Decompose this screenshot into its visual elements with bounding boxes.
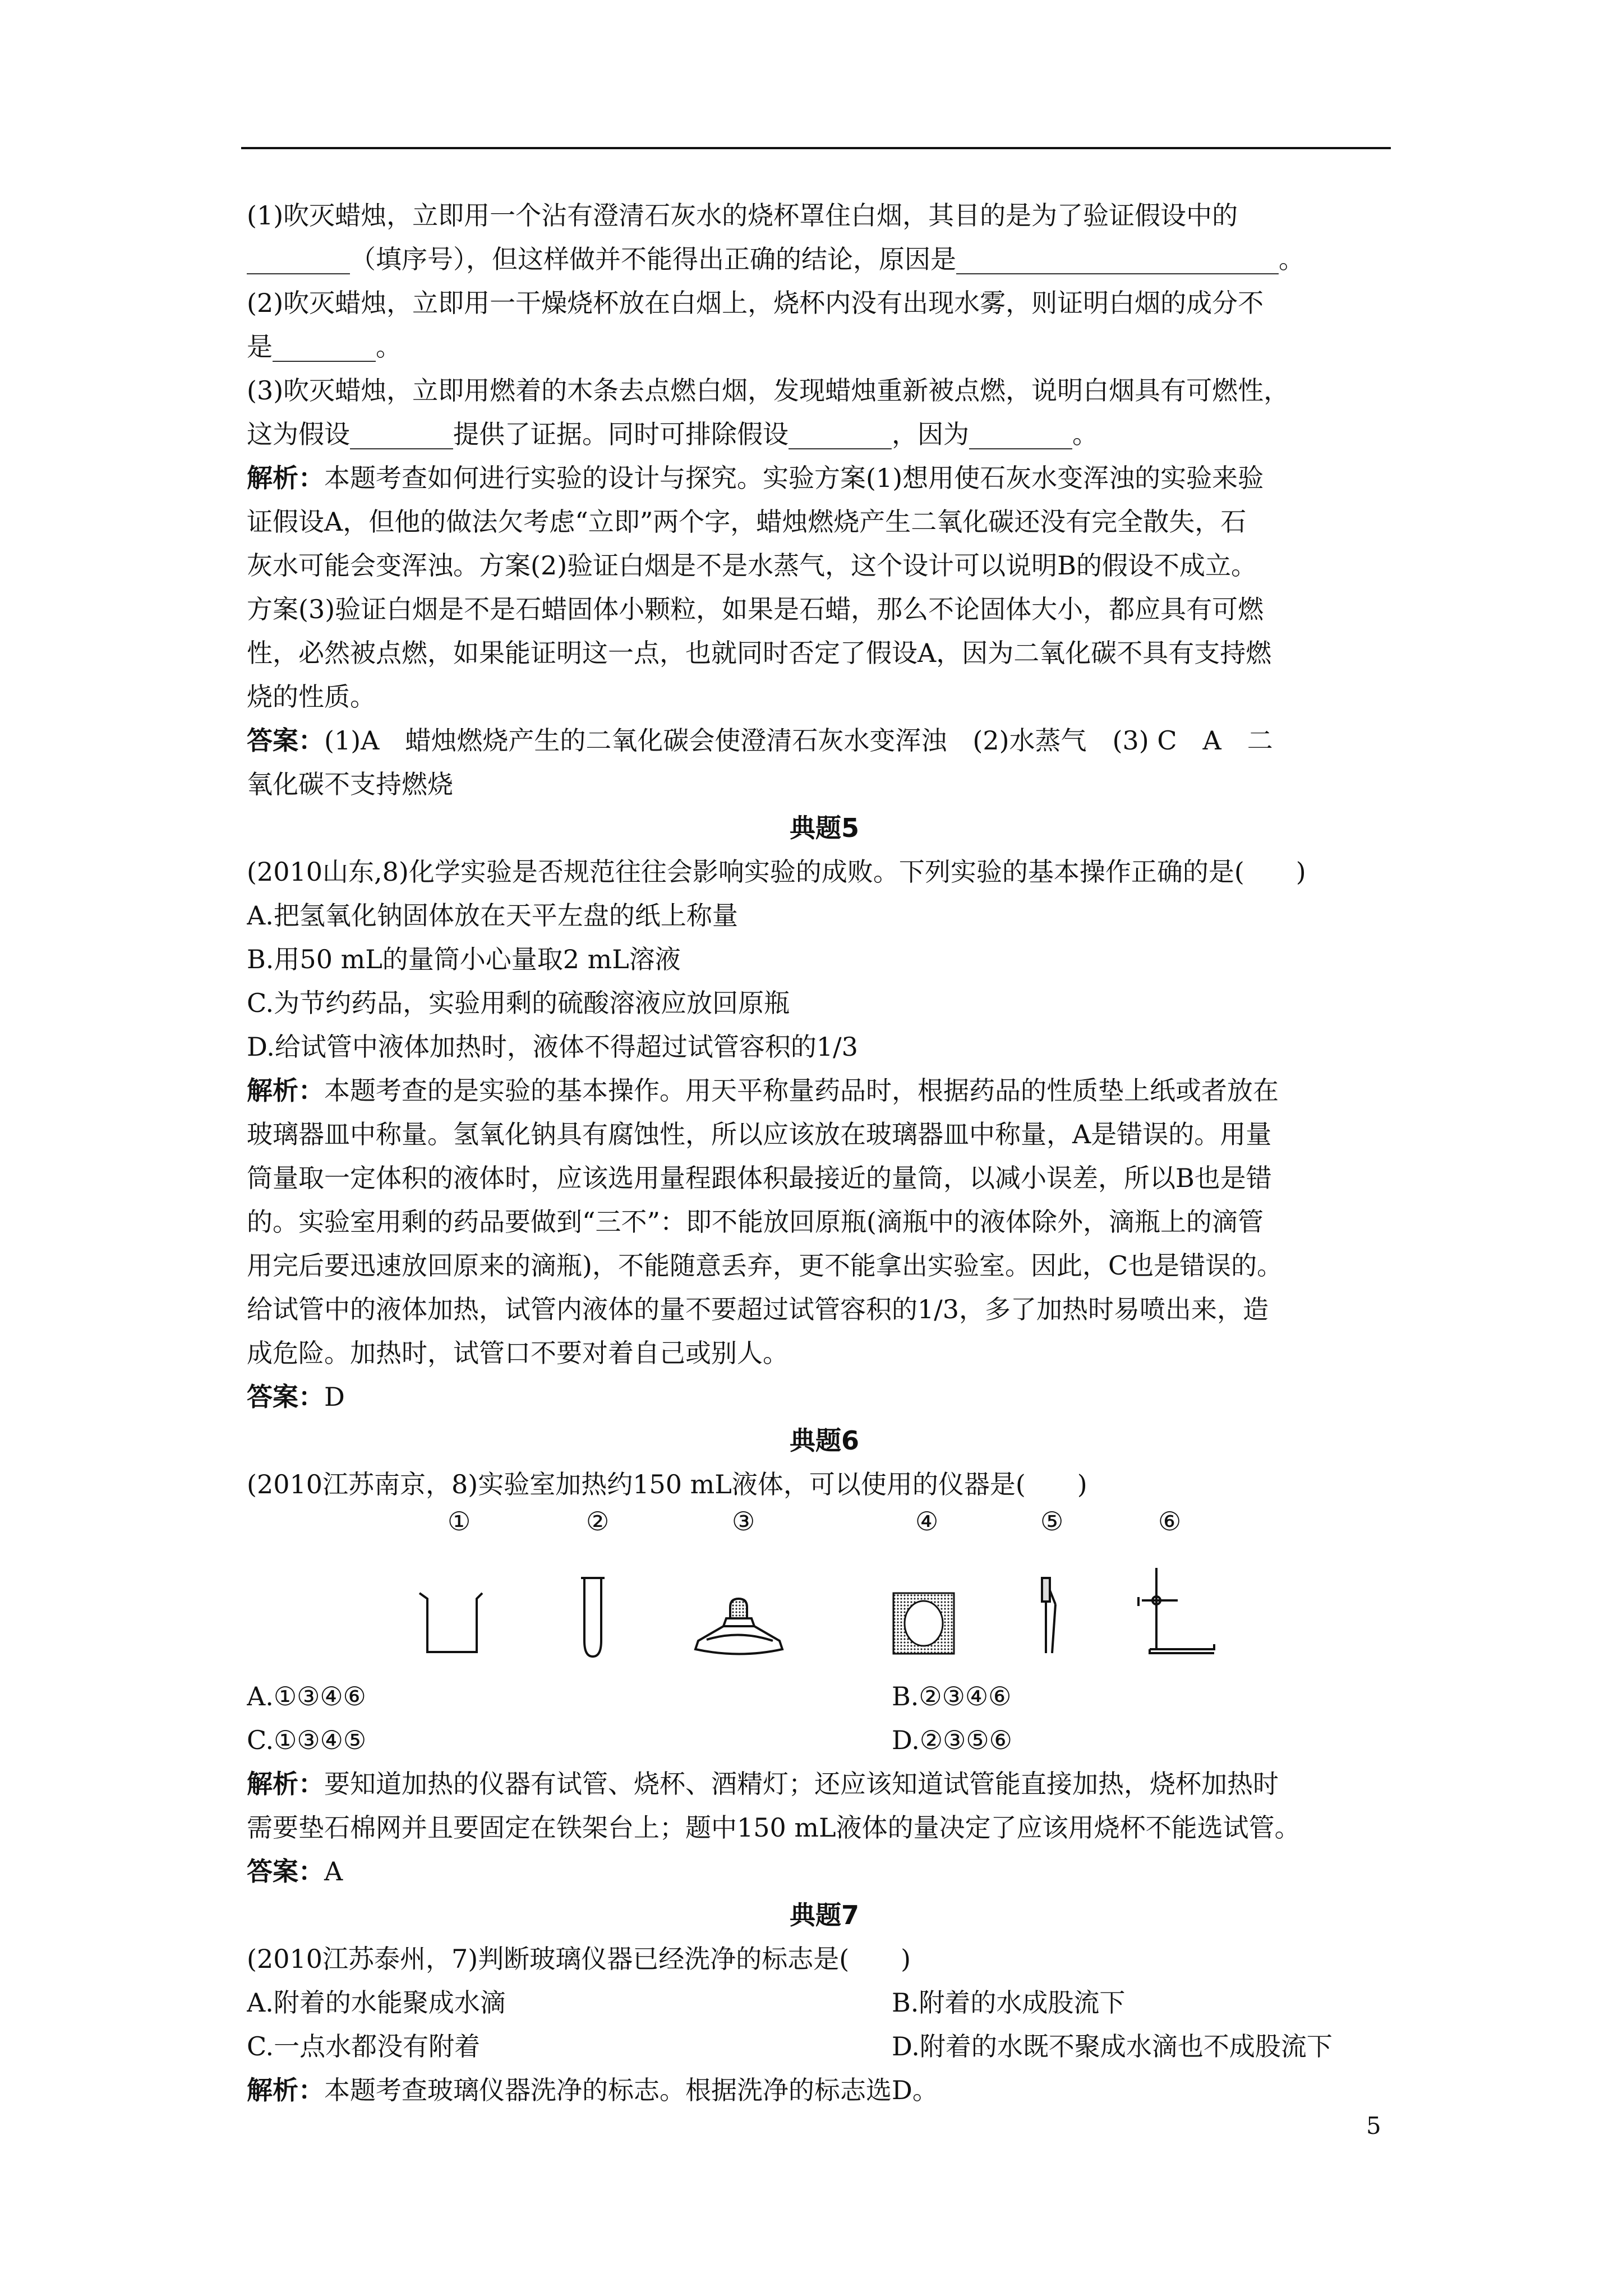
alcohol-lamp-icon: [695, 1599, 782, 1654]
analysis-text: 本题考查玻璃仪器洗净的标志。根据洗净的标志选D。: [324, 2075, 938, 2105]
q6-answer: [247, 1849, 1402, 1893]
q7-option-b: B.附着的水成股流下: [892, 1987, 1126, 2018]
header-rule: [241, 147, 1391, 149]
page-content: [247, 194, 1402, 2112]
q7-stem: (2010江苏泰州，7)判断玻璃仪器已经洗净的标志是( ): [247, 1944, 911, 1974]
q4-answer-1: [247, 719, 1402, 762]
analysis-text: 要知道加热的仪器有试管、烧杯、酒精灯；还应该知道试管能直接加热，烧杯加热时: [324, 1769, 1279, 1799]
q4-analysis-2: 证假设A，但他的做法欠考虑“立即”两个字，蜡烛燃烧产生二氧化碳还没有完全散失，石: [247, 507, 1247, 537]
apparatus-figure: [247, 1506, 1402, 1674]
analysis-label: 解析：: [247, 463, 324, 493]
analysis-label: 解析：: [247, 1075, 324, 1106]
q5-stem: (2010山东,8)化学实验是否规范往往会影响实验的成败。下列实验的基本操作正确的是( ): [247, 857, 1306, 887]
q5-answer: [247, 1375, 1402, 1419]
answer-label: 答案：: [247, 1382, 324, 1412]
q5-analysis-7: 成危险。加热时，试管口不要对着自己或别人。: [247, 1338, 789, 1368]
q5-analysis-4: 的。实验室用剩的药品要做到“三不”：即不能放回原瓶(滴瓶中的液体除外，滴瓶上的滴管: [247, 1207, 1264, 1237]
answer-text: A: [324, 1856, 343, 1887]
q5-title: 典题5: [789, 813, 859, 843]
figure-label-5: ⑤: [1040, 1506, 1064, 1536]
q6-analysis-1: [247, 1762, 1402, 1806]
q4-line-3: (2)吹灭蜡烛，立即用一干燥烧杯放在白烟上，烧杯内没有出现水雾，则证明白烟的成分不: [247, 288, 1264, 318]
figure-label-2: ②: [586, 1506, 610, 1536]
q4-line-2: ________（填序号），但这样做并不能得出正确的结论，原因是_________________________。: [247, 244, 1304, 274]
q4-line-6: 这为假设________提供了证据。同时可排除假设________，因为________。: [247, 419, 1098, 449]
q5-analysis-6: 给试管中的液体加热，试管内液体的量不要超过试管容积的1/3，多了加热时易喷出来，造: [247, 1294, 1269, 1324]
page-number: 5: [1366, 2112, 1381, 2139]
q7-option-a: A.附着的水能聚成水滴: [247, 1987, 506, 2018]
q5-option-a: A.把氢氧化钠固体放在天平左盘的纸上称量: [247, 900, 738, 931]
answer-label: 答案：: [247, 1856, 324, 1887]
q7-title: 典题7: [789, 1900, 859, 1930]
q5-analysis-1: [247, 1069, 1402, 1112]
q7-options-row-2: [247, 2024, 1402, 2068]
q6-options-row-2: [247, 1718, 1402, 1762]
q5-option-c: C.为节约药品，实验用剩的硫酸溶液应放回原瓶: [247, 988, 790, 1018]
q6-stem: (2010江苏南京，8)实验室加热约150 mL液体，可以使用的仪器是( ): [247, 1469, 1087, 1499]
analysis-text: 本题考查如何进行实验的设计与探究。实验方案(1)想用使石灰水变浑浊的实验来验: [324, 463, 1264, 493]
q5-analysis-2: 玻璃器皿中称量。氢氧化钠具有腐蚀性，所以应该放在玻璃器皿中称量，A是错误的。用量: [247, 1119, 1272, 1149]
q7-analysis-1: [247, 2068, 1402, 2112]
q4-line-1: (1)吹灭蜡烛，立即用一个沾有澄清石灰水的烧杯罩住白烟，其目的是为了验证假设中的: [247, 200, 1238, 231]
apparatus-drawings: [247, 1506, 1368, 1674]
q6-option-b: B.②③④⑥: [892, 1681, 1012, 1711]
q6-option-c: C.①③④⑤: [247, 1725, 367, 1755]
q6-option-d: D.②③⑤⑥: [892, 1725, 1012, 1755]
q4-line-4: 是________。: [247, 332, 402, 362]
test-tube-clamp-icon: [1042, 1578, 1055, 1653]
q4-analysis-1: [247, 456, 1402, 500]
q6-title: 典题6: [789, 1425, 859, 1456]
q4-line-5: (3)吹灭蜡烛，立即用燃着的木条去点燃白烟，发现蜡烛重新被点燃，说明白烟具有可燃性，: [247, 375, 1290, 406]
beaker-icon: [419, 1593, 482, 1652]
q5-option-b: B.用50 mL的量筒小心量取2 mL溶液: [247, 944, 681, 974]
asbestos-gauze-icon: [893, 1593, 954, 1654]
figure-label-4: ④: [915, 1506, 939, 1536]
q6-analysis-2: 需要垫石棉网并且要固定在铁架台上；题中150 mL液体的量决定了应该用烧杯不能选试管。: [247, 1812, 1301, 1843]
q5-option-d: D.给试管中液体加热时，液体不得超过试管容积的1/3: [247, 1032, 858, 1062]
q6-option-a: A.①③④⑥: [247, 1681, 366, 1711]
answer-text: D: [324, 1382, 345, 1412]
figure-label-6: ⑥: [1158, 1506, 1182, 1536]
q6-options-row-1: [247, 1674, 1402, 1718]
test-tube-icon: [581, 1578, 605, 1657]
analysis-label: 解析：: [247, 2075, 324, 2105]
q7-option-d: D.附着的水既不聚成水滴也不成股流下: [892, 2031, 1332, 2062]
q5-analysis-5: 用完后要迅速放回原来的滴瓶)，不能随意丢弃，更不能拿出实验室。因此，C也是错误的。: [247, 1250, 1283, 1281]
iron-stand-icon: [1138, 1568, 1214, 1653]
answer-text: (1)A 蜡烛燃烧产生的二氧化碳会使澄清石灰水变浑浊 (2)水蒸气 (3) C A 二: [324, 725, 1273, 756]
q4-analysis-6: 烧的性质。: [247, 682, 376, 712]
answer-label: 答案：: [247, 725, 324, 756]
q7-options-row-1: [247, 1981, 1402, 2024]
q5-analysis-3: 筒量取一定体积的液体时，应该选用量程跟体积最接近的量筒，以减小误差，所以B也是错: [247, 1163, 1272, 1193]
figure-label-3: ③: [732, 1506, 755, 1536]
analysis-text: 本题考查的是实验的基本操作。用天平称量药品时，根据药品的性质垫上纸或者放在: [324, 1075, 1279, 1106]
q4-analysis-3: 灰水可能会变浑浊。方案(2)验证白烟是不是水蒸气，这个设计可以说明B的假设不成立。: [247, 550, 1257, 581]
q4-answer-2: 氧化碳不支持燃烧: [247, 769, 453, 799]
q4-analysis-5: 性，必然被点燃，如果能证明这一点，也就同时否定了假设A，因为二氧化碳不具有支持燃: [247, 638, 1272, 668]
analysis-label: 解析：: [247, 1769, 324, 1799]
q4-analysis-4: 方案(3)验证白烟是不是石蜡固体小颗粒，如果是石蜡，那么不论固体大小，都应具有可燃: [247, 594, 1264, 624]
figure-label-1: ①: [448, 1506, 471, 1536]
q7-option-c: C.一点水都没有附着: [247, 2031, 481, 2062]
